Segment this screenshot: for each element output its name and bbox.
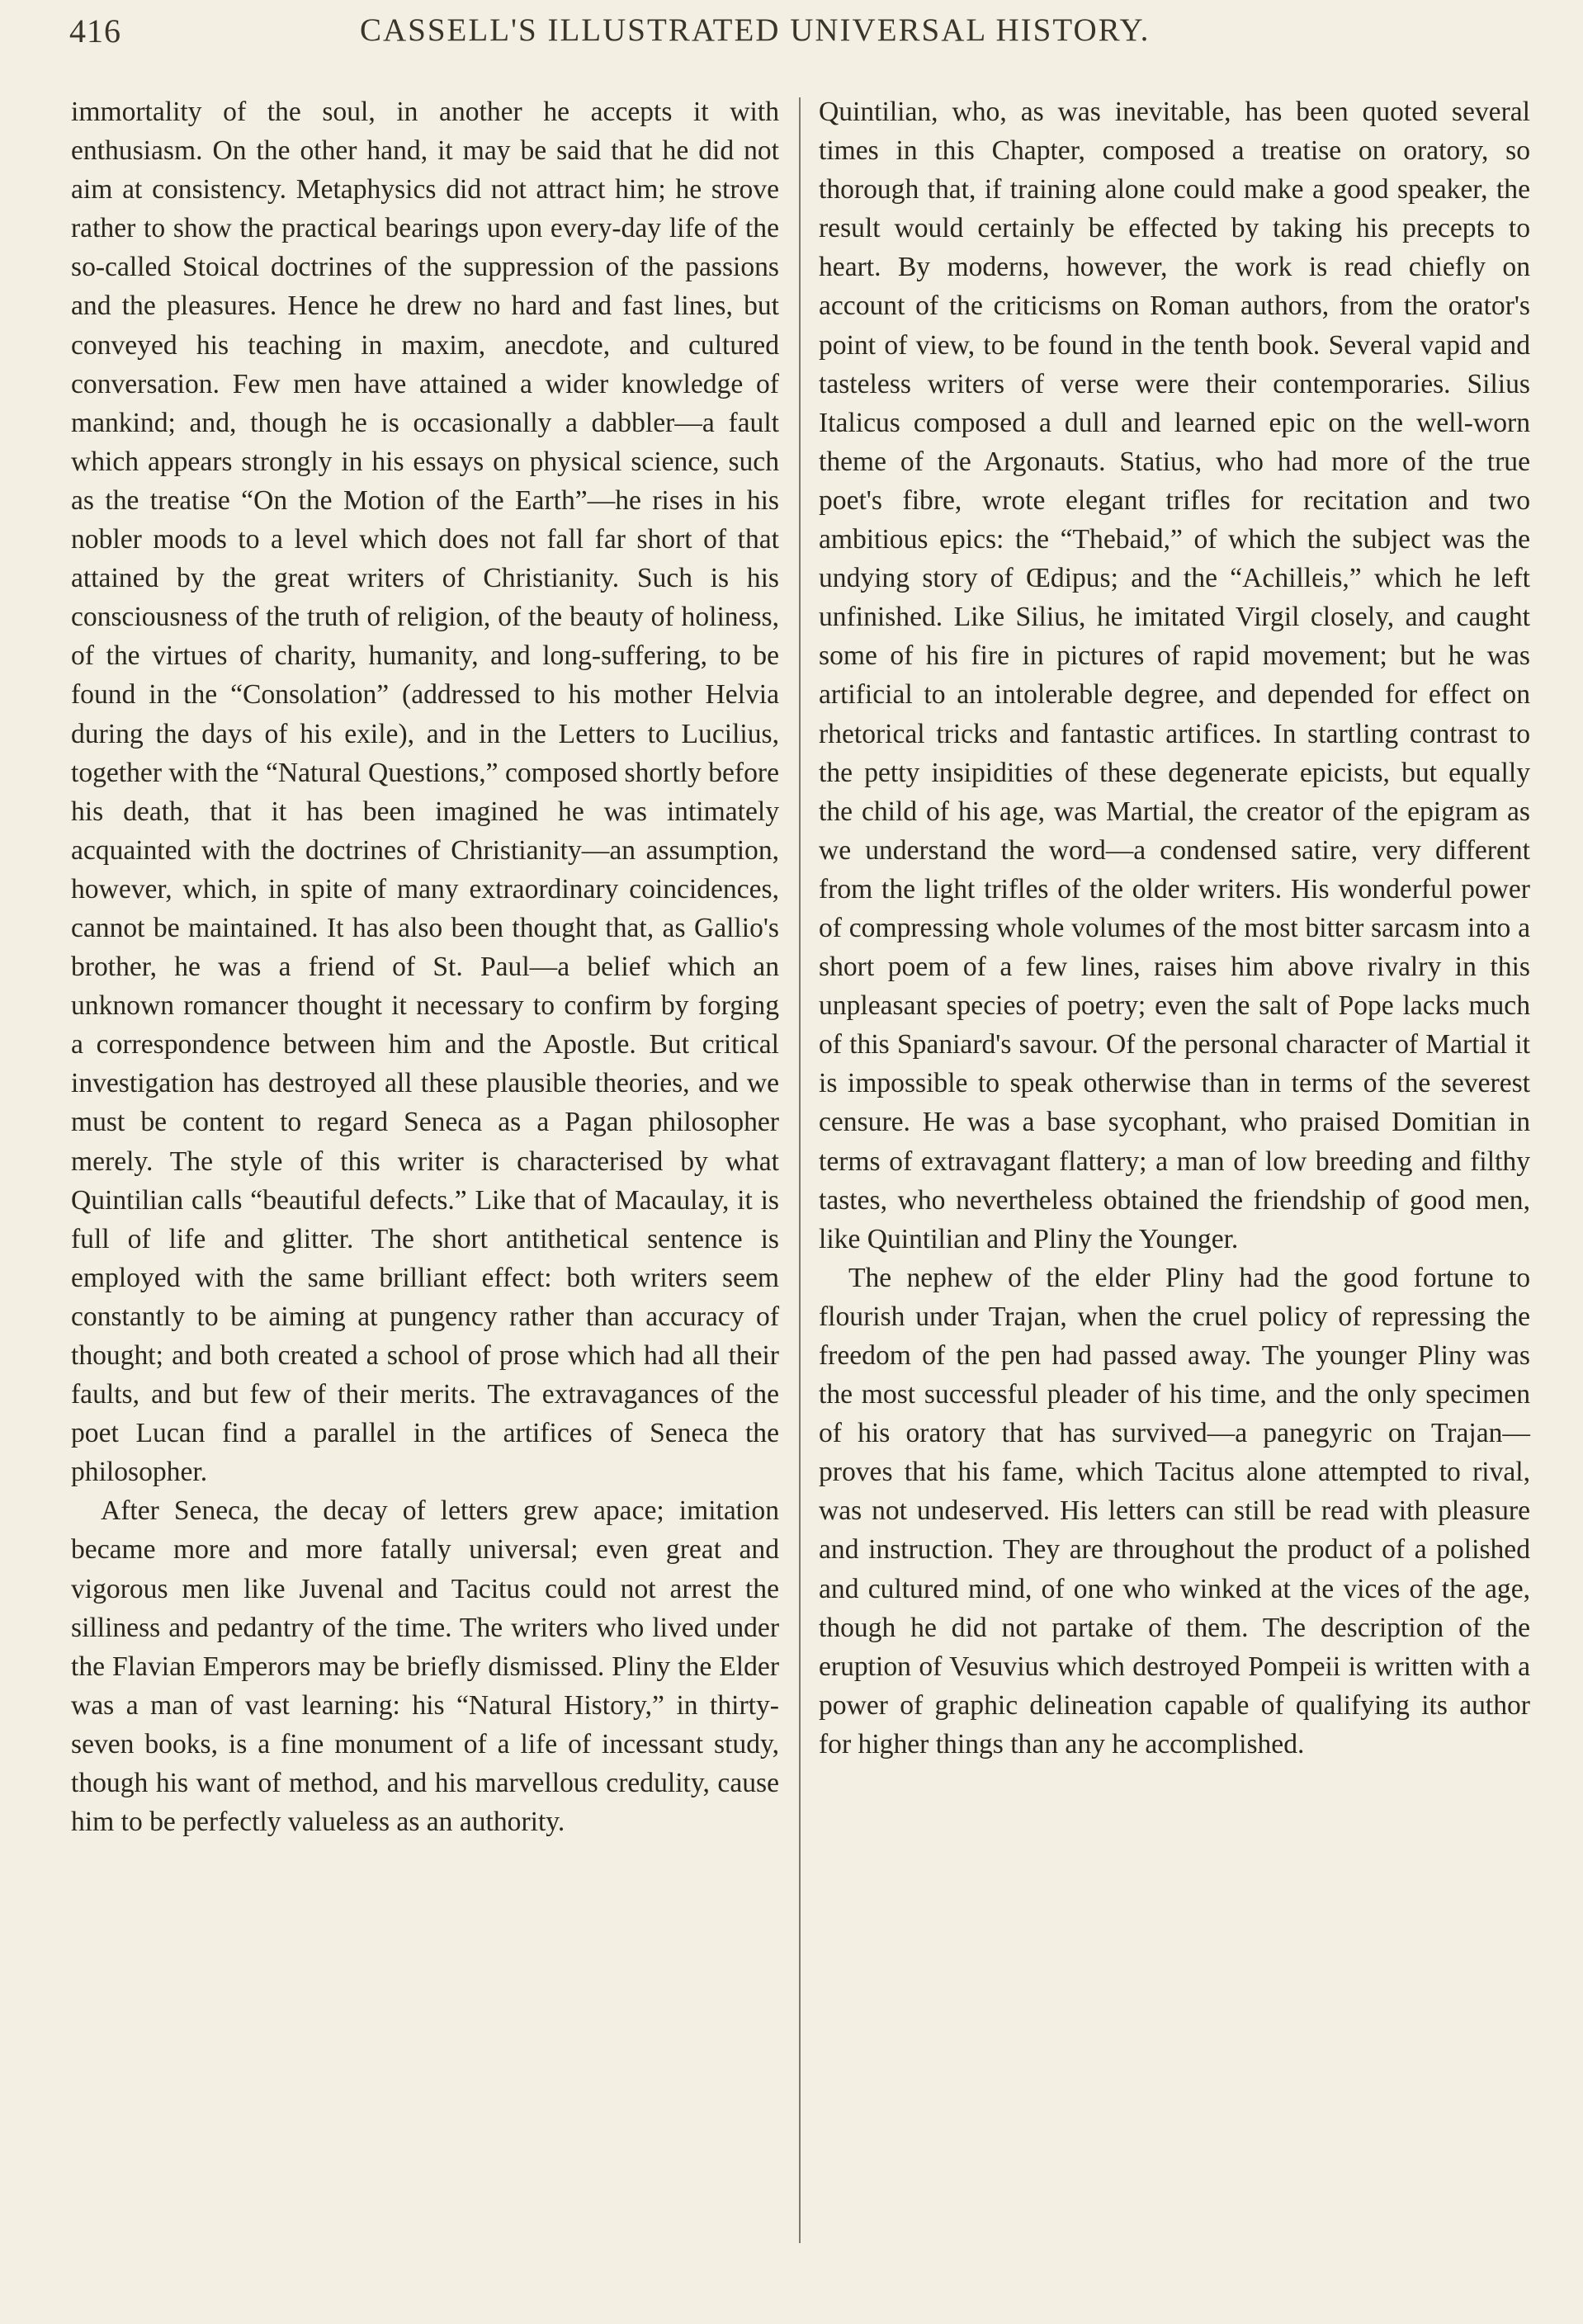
- paragraph-after-seneca: After Seneca, the decay of letters grew apace; imitation became more and more fatally universal; even great and vigorous men like Juvenal and Tacitus could not arrest the silliness and pedantry of the time. The writers who lived under the Flavian Emperors may be briefly dismissed. Pliny the Elder was a man of vast learning: his “Natural History,” in thirty-seven books, is a fine monument of a life of incessant study, though his want of method, and his marvellous credulity, cause him to be perfectly valueless as an authority.: [71, 1495, 779, 1838]
- left-column: [71, 92, 779, 1841]
- paragraph-seneca-continued: immortality of the soul, in another he accepts it with enthusiasm. On the other hand, it may be said that he did not aim at consistency. Metaphysics did not attract him; he strove rather to show the practical bearings upon every-day life of the so-called Stoical doctrines of the suppression of the passions and the pleasures. Hence he drew no hard and fast lines, but conveyed his teaching in maxim, anecdote, and cultured conversation. Few men have attained a wider knowledge of mankind; and, though he is occasionally a dabbler—a fault which appears strongly in his essays on physical science, such as the treatise “On the Motion of the Earth”—he rises in his nobler moods to a level which does not fall far short of that attained by the great writers of Christianity. Such is his consciousness of the truth of religion, of the beauty of holiness, of the virtues of charity, humanity, and long-suffering, to be found in the “Consolation” (addressed to his mother Helvia during the days of his exile), and in the Letters to Lucilius, together with the “Natural Questions,” composed shortly before his death, that it has been imagined he was intimately acquainted with the doctrines of Christianity—an assumption, however, which, in spite of many extraordinary coincidences, cannot be maintained. It has also been thought that, as Gallio's brother, he was a friend of St. Paul—a belief which an unknown romancer thought it necessary to confirm by forging a correspondence between him and the Apostle. But critical investigation has destroyed all these plausible theories, and we must be content to regard Seneca as a Pagan philosopher merely. The style of this writer is characterised by what Quintilian calls “beautiful defects.” Like that of Macaulay, it is full of life and glitter. The short antithetical sentence is employed with the same brilliant effect: both writers seem constantly to be aiming at pungency rather than accuracy of thought; and both created a school of prose which had all their faults, and but few of their merits. The extravagances of the poet Lucan find a parallel in the artifices of Seneca the philosopher.: [71, 97, 779, 1488]
- right-column: [819, 92, 1530, 1764]
- column-divider: [799, 97, 801, 2243]
- paragraph-younger-pliny: The nephew of the elder Pliny had the good fortune to flourish under Trajan, when the cruel policy of repressing the freedom of the pen had passed away. The younger Pliny was the most successful pleader of his time, and the only specimen of his oratory that has survived—a panegyric on Trajan—proves that his fame, which Tacitus alone attempted to rival, was not undeserved. His letters can still be read with pleasure and instruction. They are throughout the product of a polished and cultured mind, of one who winked at the vices of the age, though he did not partake of them. The description of the eruption of Vesuvius which destroyed Pompeii is written with a power of graphic delineation capable of qualifying its author for higher things than any he accomplished.: [819, 1262, 1530, 1760]
- paragraph-quintilian: Quintilian, who, as was inevitable, has been quoted several times in this Chapter, composed a treatise on oratory, so thorough that, if training alone could make a good speaker, the result would certainly be effected by taking his precepts to heart. By moderns, however, the work is read chiefly on account of the criticisms on Roman authors, from the orator's point of view, to be found in the tenth book. Several vapid and tasteless writers of verse were their contemporaries. Silius Italicus composed a dull and learned epic on the well-worn theme of the Argonauts. Statius, who had more of the true poet's fibre, wrote elegant trifles for recitation and two ambitious epics: the “Thebaid,” of which the subject was the undying story of Œdipus; and the “Achilleis,” which he left unfinished. Like Silius, he imitated Virgil closely, and caught some of his fire in pictures of rapid movement; but he was artificial to an intolerable degree, and depended for effect on rhetorical tricks and fantastic artifices. In startling contrast to the petty insipidities of these degenerate epicists, but equally the child of his age, was Martial, the creator of the epigram as we understand the word—a condensed satire, very different from the light trifles of the older writers. His wonderful power of compressing whole volumes of the most bitter sarcasm into a short poem of a few lines, raises him above rivalry in this unpleasant species of poetry; even the salt of Pope lacks much of this Spaniard's savour. Of the personal character of Martial it is impossible to speak otherwise than in terms of the severest censure. He was a base sycophant, who praised Domitian in terms of extravagant flattery; a man of low breeding and filthy tastes, who nevertheless obtained the friendship of good men, like Quintilian and Pliny the Younger.: [819, 97, 1530, 1254]
- page-number: 416: [69, 12, 121, 50]
- page-header: [69, 12, 1241, 61]
- running-title: CASSELL'S ILLUSTRATED UNIVERSAL HISTORY.: [360, 12, 1151, 48]
